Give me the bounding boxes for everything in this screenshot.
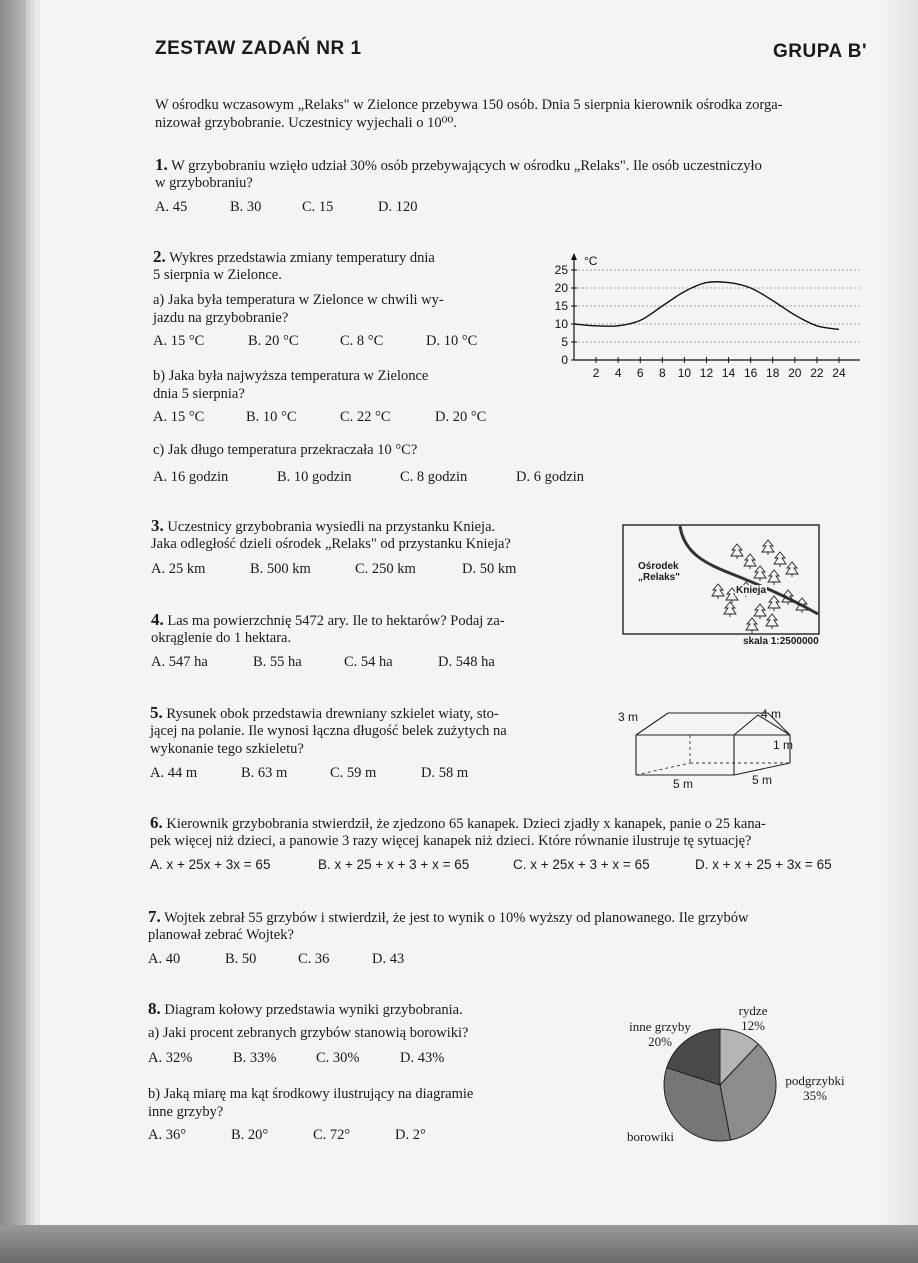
q6-answer-c[interactable]: C. x + 25x + 3 + x = 65 — [513, 857, 650, 872]
q3-number: 3. — [151, 516, 164, 535]
q5-answer-a[interactable]: A. 44 m — [150, 765, 198, 781]
q5-answer-c[interactable]: C. 59 m — [330, 765, 377, 781]
q2c-answer-b[interactable]: B. 10 godzin — [277, 469, 352, 485]
x-tick-label: 14 — [721, 366, 736, 380]
q6-answer-b[interactable]: B. x + 25 + x + 3 + x = 65 — [318, 857, 470, 872]
q4-answer-b[interactable]: B. 55 ha — [253, 654, 302, 670]
q6-text-2: pek więcej niż dzieci, a panowie 3 razy więcej kanapek niż dzieci. Które równanie ilustruje tę sytuację? — [150, 833, 752, 849]
q8-number: 8. — [148, 999, 161, 1018]
q4-text-2: okrąglenie do 1 hektara. — [151, 630, 292, 646]
temperature-line — [574, 282, 839, 330]
q1-answer-b[interactable]: B. 30 — [230, 199, 262, 215]
q8-text-1: 8. Diagram kołowy przedstawia wyniki grzybobrania. — [148, 999, 463, 1018]
q3-answer-b[interactable]: B. 500 km — [250, 561, 311, 577]
q3-text-2: Jaka odległość dzieli ośrodek „Relaks" od przystanku Knieja? — [151, 536, 511, 552]
x-tick-label: 22 — [810, 366, 824, 380]
q8a-answer-d[interactable]: D. 43% — [400, 1050, 445, 1066]
pie-label-borowiki: borowiki — [627, 1129, 674, 1144]
q5-text-1: 5. Rysunek obok przedstawia drewniany szkielet wiaty, sto- — [150, 703, 499, 722]
q5-text-3: wykonanie tego szkieletu? — [150, 741, 304, 757]
q7-text-2: planował zebrać Wojtek? — [148, 927, 294, 943]
q2b-answer-b[interactable]: B. 10 °C — [246, 409, 297, 425]
q2a-answer-d[interactable]: D. 10 °C — [426, 333, 478, 349]
q6-number: 6. — [150, 813, 163, 832]
q2a-text-1: a) Jaka była temperatura w Zielonce w chwili wy- — [153, 292, 444, 308]
y-axis-arrow — [571, 253, 577, 260]
map-figure — [622, 524, 822, 650]
shelter-label-5m-front: 5 m — [673, 777, 694, 791]
shelter-label-5m-side: 5 m — [752, 773, 773, 787]
x-tick-label: 24 — [832, 366, 846, 380]
q7-answer-c[interactable]: C. 36 — [298, 951, 330, 967]
q6-answer-d[interactable]: D. x + x + 25 + 3x = 65 — [695, 857, 832, 872]
q2a-answer-a[interactable]: A. 15 °C — [153, 333, 205, 349]
q7-answer-a[interactable]: A. 40 — [148, 951, 181, 967]
q8b-answer-a[interactable]: A. 36° — [148, 1127, 187, 1143]
y-tick-label: 20 — [554, 281, 568, 295]
q4-number: 4. — [151, 610, 164, 629]
q2-text-2: 5 sierpnia w Zielonce. — [153, 267, 282, 283]
q2a-text-2: jazdu na grzybobranie? — [153, 310, 289, 326]
q2c-answer-c[interactable]: C. 8 godzin — [400, 469, 468, 485]
intro-line-1: W ośrodku wczasowym „Relaks" w Zielonce przebywa 150 osób. Dnia 5 sierpnia kierownik ośrodka zorga- — [155, 97, 783, 113]
q1-text-2: w grzybobraniu? — [155, 175, 253, 191]
x-tick-label: 4 — [614, 366, 622, 380]
y-tick-label: 25 — [554, 263, 568, 277]
book-binding — [0, 0, 40, 1263]
y-axis-unit: °C — [584, 254, 598, 268]
y-tick-label: 5 — [561, 335, 568, 349]
q3-answer-c[interactable]: C. 250 km — [355, 561, 416, 577]
shelter-label-4m: 4 m — [761, 707, 782, 721]
q2-number: 2. — [153, 247, 166, 266]
q4-answer-c[interactable]: C. 54 ha — [344, 654, 393, 670]
map-scale: skala 1:2500000 — [743, 636, 819, 647]
q7-answer-b[interactable]: B. 50 — [225, 951, 257, 967]
x-tick-label: 8 — [658, 366, 666, 380]
worksheet-title: ZESTAW ZADAŃ NR 1 — [155, 38, 362, 59]
pie-label-inne: inne grzyby 20% — [629, 1019, 691, 1049]
x-tick-label: 18 — [766, 366, 780, 380]
map-label-osrodek: Ośrodek „Relaks" — [638, 561, 680, 583]
pie-label-podgrzybki: podgrzybki 35% — [785, 1073, 845, 1103]
q4-answer-a[interactable]: A. 547 ha — [151, 654, 208, 670]
worksheet-page — [40, 0, 918, 1225]
q6-answer-a[interactable]: A. x + 25x + 3x = 65 — [150, 857, 271, 872]
q8a-answer-a[interactable]: A. 32% — [148, 1050, 193, 1066]
q4-answer-d[interactable]: D. 548 ha — [438, 654, 495, 670]
q1-number: 1. — [155, 155, 168, 174]
q5-number: 5. — [150, 703, 163, 722]
x-tick-label: 6 — [636, 366, 644, 380]
shelter-label-1m: 1 m — [773, 738, 794, 752]
q8b-text-1: b) Jaką miarę ma kąt środkowy ilustrujący na diagramie — [148, 1086, 474, 1102]
q8b-answer-c[interactable]: C. 72° — [313, 1127, 351, 1143]
q2b-answer-d[interactable]: D. 20 °C — [435, 409, 487, 425]
q2b-answer-a[interactable]: A. 15 °C — [153, 409, 205, 425]
q2c-answer-a[interactable]: A. 16 godzin — [153, 469, 229, 485]
q8b-answer-d[interactable]: D. 2° — [395, 1127, 426, 1143]
q3-text-1: 3. Uczestnicy grzybobrania wysiedli na przystanku Knieja. — [151, 516, 496, 535]
q4-text-1: 4. Las ma powierzchnię 5472 ary. Ile to hektarów? Podaj za- — [151, 610, 505, 629]
group-label: GRUPA B' — [773, 41, 868, 62]
q5-text-2: jącej na polanie. Ile wynosi łączna długość belek zużytych na — [150, 723, 507, 739]
q2c-answer-d[interactable]: D. 6 godzin — [516, 469, 585, 485]
q5-answer-d[interactable]: D. 58 m — [421, 765, 469, 781]
q3-answer-a[interactable]: A. 25 km — [151, 561, 206, 577]
q1-answer-a[interactable]: A. 45 — [155, 199, 188, 215]
y-tick-label: 10 — [554, 317, 568, 331]
q8a-answer-b[interactable]: B. 33% — [233, 1050, 277, 1066]
q8a-text: a) Jaki procent zebranych grzybów stanowią borowiki? — [148, 1025, 469, 1041]
q5-answer-b[interactable]: B. 63 m — [241, 765, 288, 781]
q7-number: 7. — [148, 907, 161, 926]
y-tick-label: 0 — [561, 353, 568, 367]
q8b-answer-b[interactable]: B. 20° — [231, 1127, 269, 1143]
q7-answer-d[interactable]: D. 43 — [372, 951, 405, 967]
q8a-answer-c[interactable]: C. 30% — [316, 1050, 360, 1066]
q2a-answer-b[interactable]: B. 20 °C — [248, 333, 299, 349]
q2c-text: c) Jak długo temperatura przekraczała 10 °C? — [153, 442, 418, 458]
q3-answer-d[interactable]: D. 50 km — [462, 561, 517, 577]
pie-label-rydze: rydze 12% — [738, 1003, 768, 1033]
temperature-chart — [510, 250, 860, 380]
x-tick-label: 10 — [677, 366, 692, 380]
x-tick-label: 2 — [592, 366, 600, 380]
q6-text-1: 6. Kierownik grzybobrania stwierdził, że zjedzono 65 kanapek. Dzieci zjadły x kanapek, panie o 25 kana- — [150, 813, 766, 832]
scan-bottom-edge — [0, 1225, 918, 1263]
x-tick-label: 12 — [699, 366, 714, 380]
q2a-answer-c[interactable]: C. 8 °C — [340, 333, 384, 349]
map-label-knieja: Knieja — [736, 585, 767, 596]
q8b-text-2: inne grzyby? — [148, 1104, 224, 1120]
q1-answer-d[interactable]: D. 120 — [378, 199, 418, 215]
q2b-text-2: dnia 5 sierpnia? — [153, 386, 245, 402]
q2b-text-1: b) Jaka była najwyższa temperatura w Zielonce — [153, 368, 429, 384]
intro-line-2: nizował grzybobranie. Uczestnicy wyjechali o 10⁰⁰. — [155, 115, 457, 131]
x-tick-label: 16 — [743, 366, 758, 380]
shelter-label-3m: 3 m — [618, 710, 639, 724]
x-tick-label: 20 — [788, 366, 802, 380]
q7-text-1: 7. Wojtek zebrał 55 grzybów i stwierdził, że jest to wynik o 10% wyższy od planowanego. Ile grzybów — [148, 907, 749, 926]
q2b-answer-c[interactable]: C. 22 °C — [340, 409, 391, 425]
q1-text-1: 1. W grzybobraniu wzięło udział 30% osób przebywających w ośrodku „Relaks". Ile osób uczestniczyło — [155, 155, 762, 174]
q2-text-1: 2. Wykres przedstawia zmiany temperatury dnia — [153, 247, 435, 266]
q1-answer-c[interactable]: C. 15 — [302, 199, 334, 215]
y-tick-label: 15 — [554, 299, 568, 313]
